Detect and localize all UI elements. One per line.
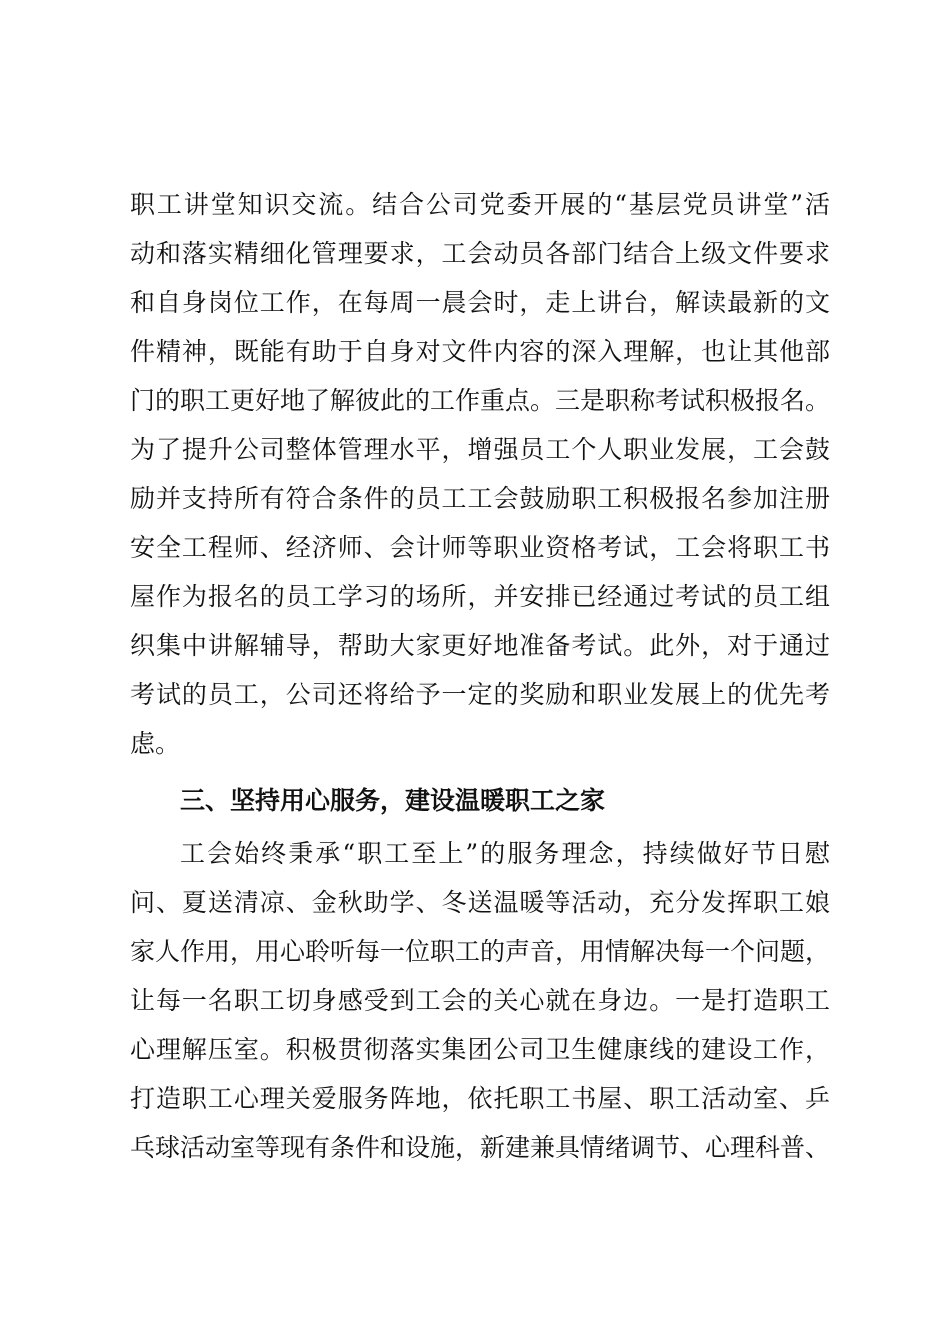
paragraph-line: 动和落实精细化管理要求，工会动员各部门结合上级文件要求 [130,239,830,268]
paragraph-line: 虑。 [130,729,181,758]
section-heading: 三、坚持用心服务，建设温暖职工之家 [180,786,606,815]
paragraph-line: 件精神，既能有助于自身对文件内容的深入理解，也让其他部 [130,337,830,366]
paragraph-line: 门的职工更好地了解彼此的工作重点。三是职称考试积极报名。 [130,386,831,415]
paragraph-line: 职工讲堂知识交流。结合公司党委开展的“基层党员讲堂”活 [130,190,830,219]
paragraph-line: 家人作用，用心聆听每一位职工的声音，用情解决每一个问题， [130,937,831,966]
paragraph-line: 乓球活动室等现有条件和设施，新建兼具情绪调节、心理科普、 [130,1133,831,1162]
paragraph-line: 考试的员工，公司还将给予一定的奖励和职业发展上的优先考 [130,680,830,709]
paragraph-line: 工会始终秉承“职工至上”的服务理念，持续做好节日慰 [180,839,830,868]
paragraph-line: 让每一名职工切身感受到工会的关心就在身边。一是打造职工 [130,986,830,1015]
paragraph-line: 心理解压室。积极贯彻落实集团公司卫生健康线的建设工作， [130,1035,830,1064]
paragraph-line: 安全工程师、经济师、会计师等职业资格考试，工会将职工书 [130,533,830,562]
paragraph-line: 为了提升公司整体管理水平，增强员工个人职业发展，工会鼓 [130,435,830,464]
paragraph-line: 打造职工心理关爱服务阵地，依托职工书屋、职工活动室、乒 [130,1084,830,1113]
paragraph-line: 织集中讲解辅导，帮助大家更好地准备考试。此外，对于通过 [130,631,830,660]
paragraph-line: 屋作为报名的员工学习的场所，并安排已经通过考试的员工组 [130,582,830,611]
paragraph-line: 问、夏送清凉、金秋助学、冬送温暖等活动，充分发挥职工娘 [130,888,830,917]
paragraph-line: 励并支持所有符合条件的员工工会鼓励职工积极报名参加注册 [130,484,830,513]
paragraph-line: 和自身岗位工作，在每周一晨会时，走上讲台，解读最新的文 [130,288,830,317]
